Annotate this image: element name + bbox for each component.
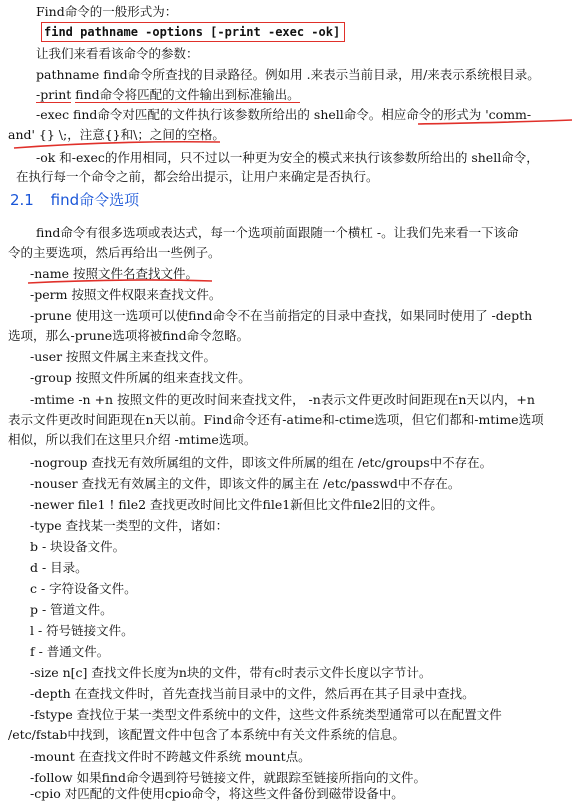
exec-desc-line-1: -exec find命令对匹配的文件执行该参数所给出的 shell命令。相应命令的形式为 'comm- bbox=[36, 107, 532, 122]
type-regular-file: f - 普通文件。 bbox=[30, 644, 110, 659]
option-user: -user 按照文件属主来查找文件。 bbox=[30, 349, 217, 364]
type-symlink: l - 符号链接文件。 bbox=[30, 623, 134, 638]
option-mtime-line-3: 相似，所以我们在这里只介绍 -mtime选项。 bbox=[8, 432, 257, 447]
type-char-device: c - 字符设备文件。 bbox=[30, 581, 137, 596]
option-newer: -newer file1 ! file2 查找更改时间比文件file1新但比文件file2旧的文件。 bbox=[30, 497, 443, 512]
option-prune-line-2: 选项，那么-prune选项将被find命令忽略。 bbox=[8, 328, 250, 343]
print-option-name: -print bbox=[36, 87, 72, 102]
print-option-desc: find命令将匹配的文件输出到标准输出。 bbox=[75, 87, 300, 102]
option-nogroup: -nogroup 查找无有效所属组的文件，即该文件所属的组在 /etc/groups中不存在。 bbox=[30, 455, 493, 470]
option-mtime-line-2: 表示文件更改时间距现在n天以前。Find命令还有-atime和-ctime选项，但它们都和-mtime选项 bbox=[8, 412, 544, 427]
section-title: find命令选项 bbox=[50, 191, 140, 209]
option-cpio: -cpio 对匹配的文件使用cpio命令，将这些文件备份到磁带设备中。 bbox=[30, 786, 404, 801]
option-mount: -mount 在查找文件时不跨越文件系统 mount点。 bbox=[30, 749, 311, 764]
option-type: -type 查找某一类型的文件，诸如： bbox=[30, 518, 229, 533]
type-block-device: b - 块设备文件。 bbox=[30, 539, 126, 554]
ok-desc-line-2: 在执行每一个命令之前，都会给出提示，让用户来确定是否执行。 bbox=[16, 169, 379, 184]
option-mtime-line-1: -mtime -n +n 按照文件的更改时间来查找文件， -n表示文件更改时间距现在n天以内，+n bbox=[30, 392, 535, 407]
options-intro-line-1: find命令有很多选项或表达式，每一个选项前面跟随一个横杠 -。让我们先来看一下该命 bbox=[36, 225, 519, 240]
option-perm: -perm 按照文件权限来查找文件。 bbox=[30, 287, 222, 302]
type-pipe: p - 管道文件。 bbox=[30, 602, 113, 617]
option-depth: -depth 在查找文件时，首先查找当前目录中的文件，然后再在其子目录中查找。 bbox=[30, 686, 475, 701]
exec-desc-line-2: and' {} \;，注意{}和\；之间的空格。 bbox=[8, 127, 225, 142]
option-prune-line-1: -prune 使用这一选项可以使find命令不在当前指定的目录中查找，如果同时使用了 -depth bbox=[30, 308, 533, 323]
option-fstype-line-2: /etc/fstab中找到，该配置文件中包含了本系统中有关文件系统的信息。 bbox=[8, 727, 405, 742]
type-directory: d - 目录。 bbox=[30, 560, 88, 575]
option-follow: -follow 如果find命令遇到符号链接文件，就跟踪至链接所指向的文件。 bbox=[30, 770, 426, 785]
option-name: -name 按照文件名查找文件。 bbox=[30, 266, 198, 281]
option-nouser: -nouser 查找无有效属主的文件，即该文件的属主在 /etc/passwd中不存在。 bbox=[30, 476, 461, 491]
option-size: -size n[c] 查找文件长度为n块的文件，带有c时表示文件长度以字节计。 bbox=[30, 665, 432, 680]
pathname-desc: pathname find命令所查找的目录路径。例如用 .来表示当前目录，用/来表示系统根目录。 bbox=[36, 67, 540, 82]
params-intro: 让我们来看看该命令的参数： bbox=[36, 46, 199, 61]
find-syntax: find pathname -options [-print -exec -ok] bbox=[42, 23, 344, 41]
ok-desc-line-1: -ok 和-exec的作用相同，只不过以一种更为安全的模式来执行该参数所给出的 shell命令， bbox=[36, 150, 539, 165]
general-form-label: Find命令的一般形式为： bbox=[36, 4, 178, 19]
section-number: 2.1 bbox=[10, 191, 34, 209]
option-group: -group 按照文件所属的组来查找文件。 bbox=[30, 370, 251, 385]
section-heading bbox=[10, 191, 139, 209]
options-intro-line-2: 令的主要选项，然后再给出一些例子。 bbox=[8, 245, 221, 260]
option-fstype-line-1: -fstype 查找位于某一类型文件系统中的文件，这些文件系统类型通常可以在配置文件 bbox=[30, 707, 502, 722]
print-option-line bbox=[36, 86, 300, 104]
